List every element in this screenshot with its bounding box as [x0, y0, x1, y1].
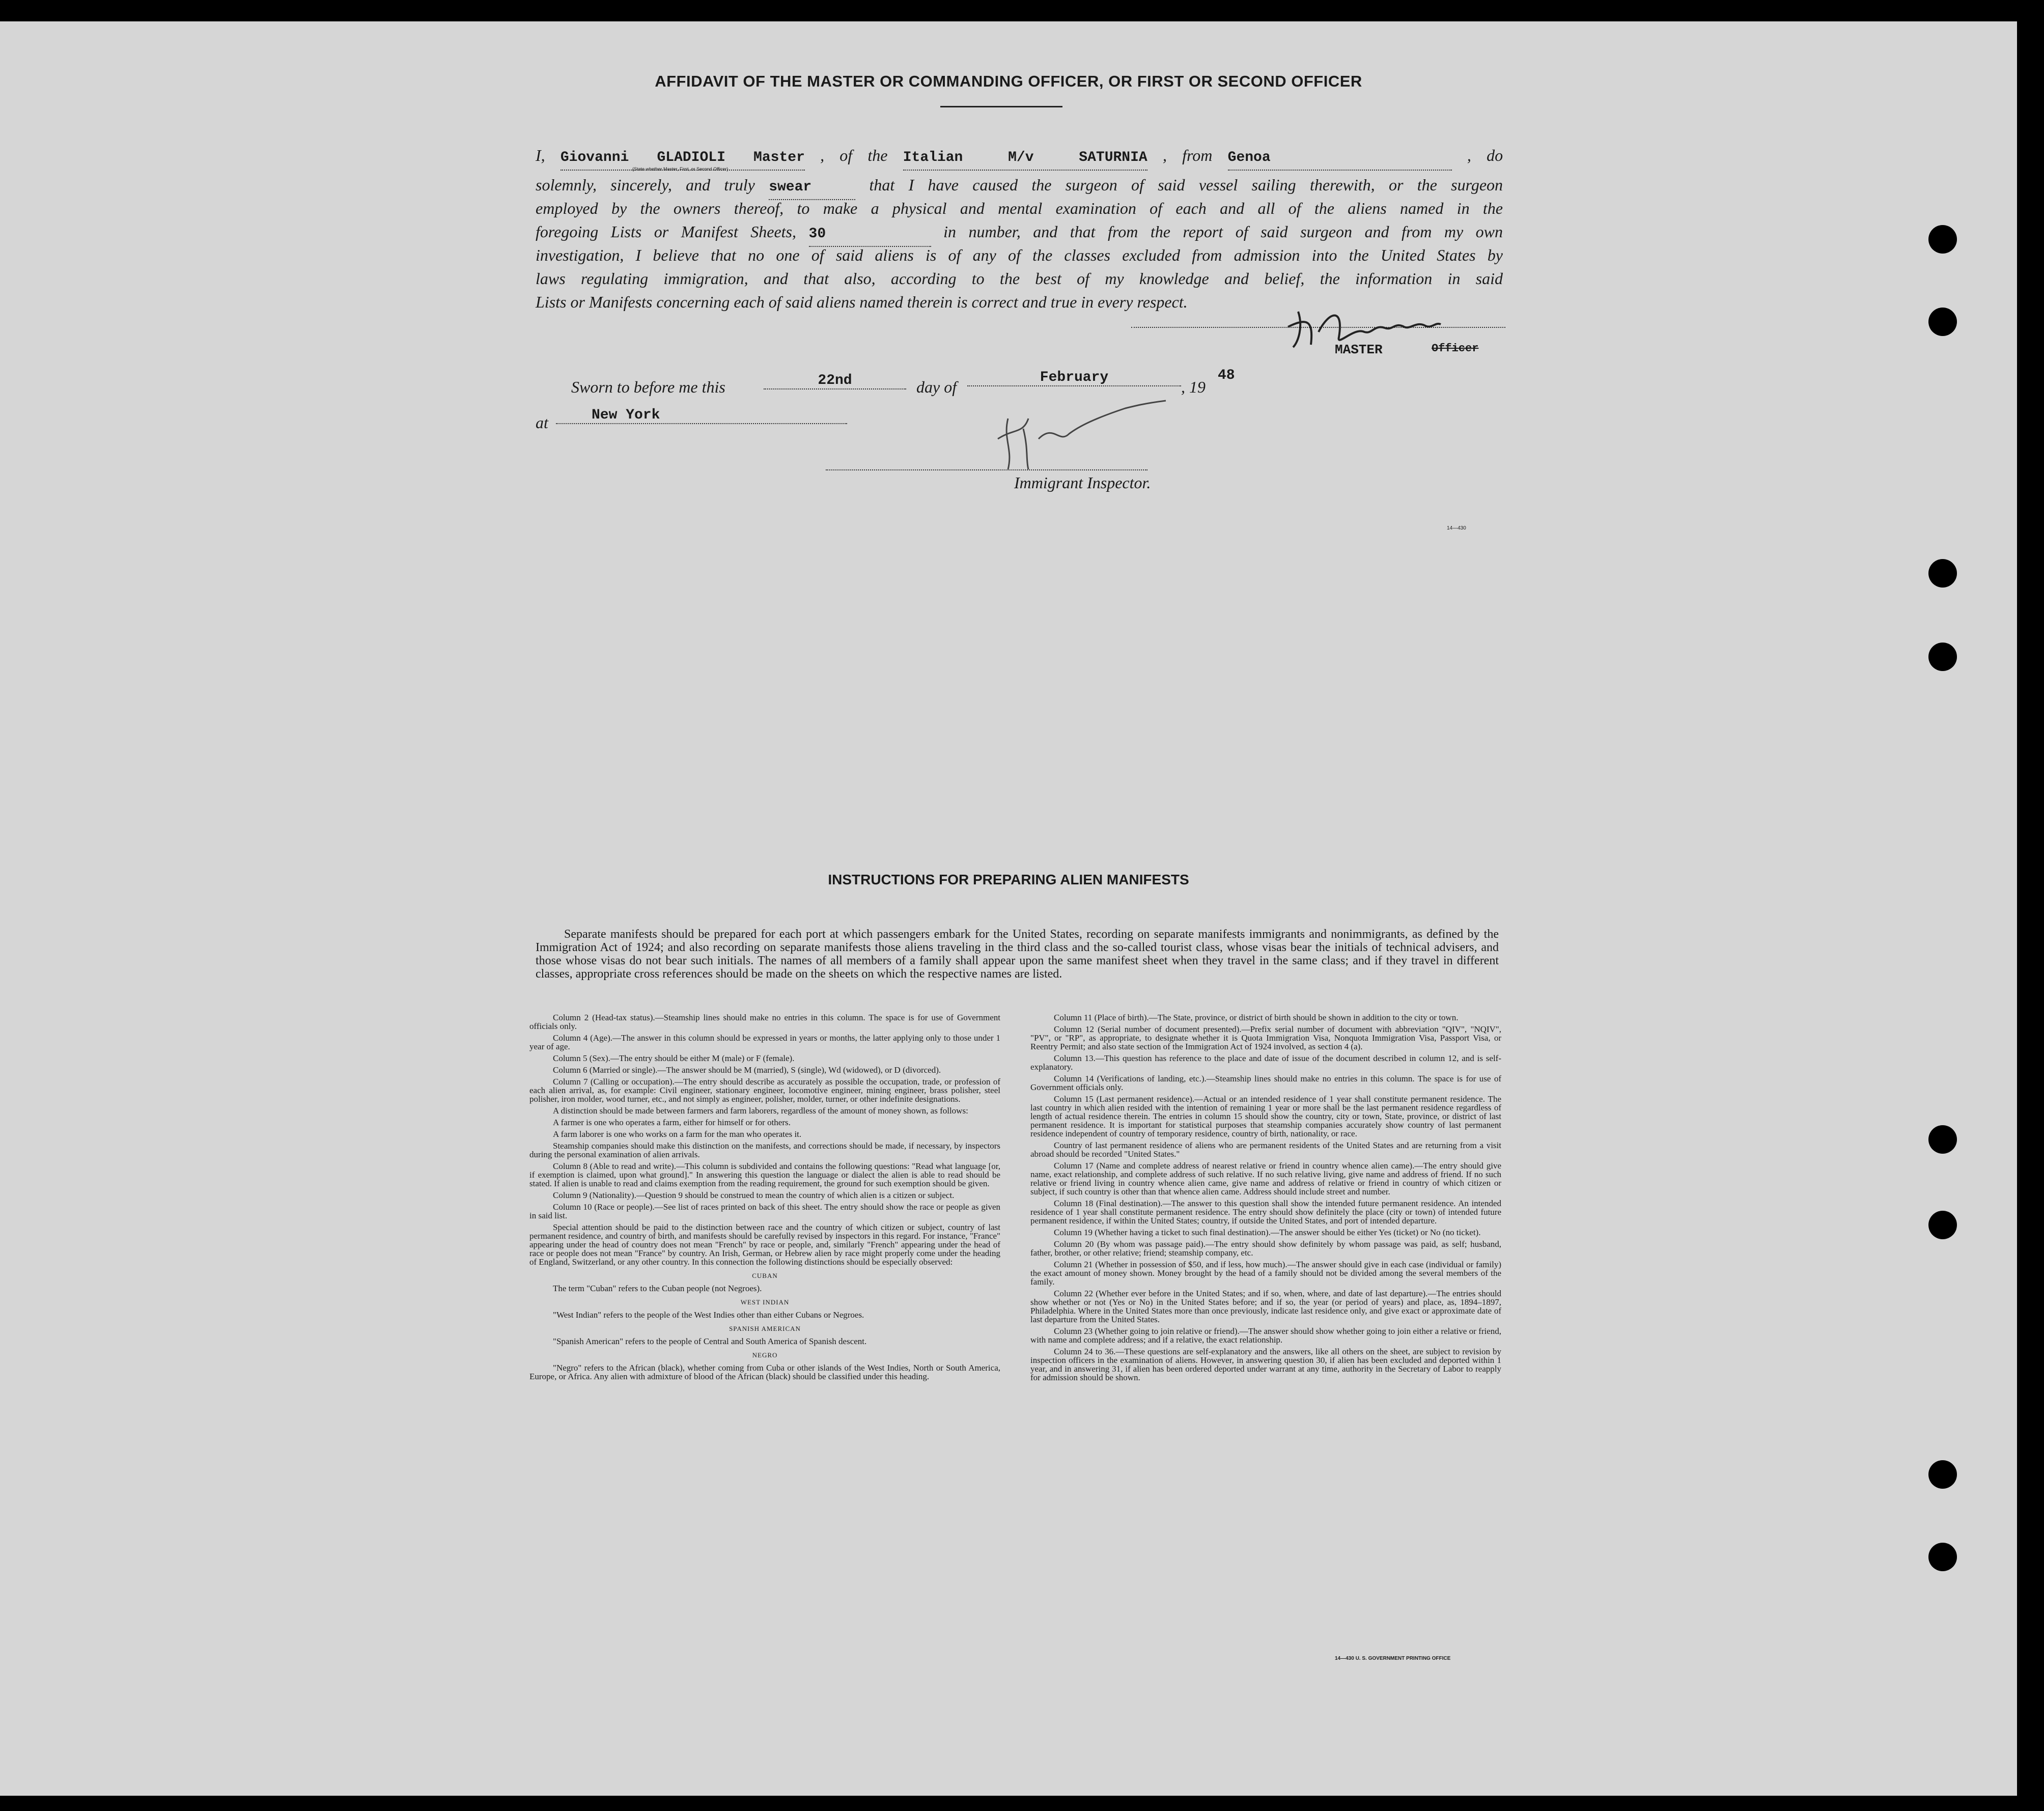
inspector-signature — [993, 398, 1176, 475]
officer-note: (State whether Master, First, or Second Officer) — [632, 166, 729, 172]
binder-hole — [1928, 1460, 1957, 1489]
at-text: at — [536, 413, 548, 432]
instructions-right-column — [1030, 1013, 1501, 1385]
negro-text: "Negro" refers to the African (black), whether coming from Cuba or other islands of the West Indies, North or South America, Europe, or Africa. Any alien with admixture of blood of the African (black) should be classified under this heading. — [529, 1363, 1000, 1381]
binder-hole — [1928, 1543, 1957, 1571]
affidavit-title: AFFIDAVIT OF THE MASTER OR COMMANDING OFFICER, OR FIRST OR SECOND OFFICER — [655, 72, 1362, 90]
instr-col8: Column 8 (Able to read and write).—This column is subdivided and contains the following questions: "Read what language [or, if exemption is claimed, upon what ground]." In answering this question the language or dialect the alien is able to read should be stated. If alien is unable to read and claims exemption from the reading requirement, the ground for such exemption should be given. — [529, 1161, 1000, 1188]
west-indian-text: "West Indian" refers to the people of the West Indies other than either Cubans or Negroes. — [553, 1310, 864, 1320]
officer-name: Giovanni GLADIOLI Master — [561, 146, 805, 171]
instr-col19: Column 19 (Whether having a ticket to such final destination).—The answer should be either Yes (ticket) or No (no ticket). — [1054, 1228, 1481, 1237]
sworn-place: New York — [556, 407, 847, 424]
sheets-count: 30 — [809, 222, 931, 247]
text-line4b: in number, and that from the report of said surgeon and from my own — [943, 222, 1503, 241]
master-title: MASTER — [1335, 342, 1383, 357]
text-from: , from — [1162, 146, 1213, 164]
inspector-label: Immigrant Inspector. — [1014, 473, 1151, 492]
vessel-name: Italian M/v SATURNIA — [903, 146, 1147, 171]
spanish-american-text: "Spanish American" refers to the people of Central and South America of Spanish descent. — [553, 1336, 867, 1346]
instr-col13: Column 13.—This question has reference to the place and date of issue of the document described in column 12, and is self-explanatory. — [1030, 1053, 1501, 1072]
instr-farmer: A farmer is one who operates a farm, either for himself or for others. — [553, 1118, 791, 1127]
cuban-text: The term "Cuban" refers to the Cuban people (not Negroes). — [553, 1284, 762, 1293]
sworn-month: February — [967, 370, 1181, 386]
instr-col15: Column 15 (Last permanent residence).—Actual or an intended residence of 1 year shall constitute permanent residence. The last country in which alien resided with the intention of remaining 1 year or more shall be the last permanent residence regardless of length of actual residence therein. The entries in column 15 should show the country, city or town, State, province, or district of last permanent residence. It is important for statistical purposes that steamship companies accurately show country of last permanent residence independent of country of temporary residence, country of birth, nationality, or race. — [1030, 1094, 1501, 1138]
affidavit-line-7: Lists or Manifests concerning each of said aliens named therein is correct and true in every respect. — [536, 293, 1188, 311]
instr-col10: Column 10 (Race or people).—See list of races printed on back of this sheet. The entry should show the race or people as given in said list. — [529, 1202, 1000, 1220]
binder-hole — [1928, 559, 1957, 588]
instructions-title: INSTRUCTIONS FOR PREPARING ALIEN MANIFESTS — [828, 872, 1189, 887]
instructions-intro: Separate manifests should be prepared for each port at which passengers embark for the United States, recording on separate manifests immigrants and nonimmigrants, as defined by the Immigration Act of 1924; and also recording on separate manifests those aliens traveling in the third class and the so-called tourist class, whose visas bear the initials of technical advisers, and those whose visas do not bear such initials. The names of all members of a family shall appear upon the same manifest sheet when they travel in the same class; and if they travel in different classes, appropriate cross references should be made on the sheets on which the respective names are listed. — [536, 928, 1499, 981]
text-i: I, — [536, 146, 545, 164]
inspector-signature-line — [826, 469, 1147, 470]
sworn-year: 48 — [1218, 368, 1235, 383]
instr-col7: Column 7 (Calling or occupation).—The entry should describe as accurately as possible the occupation, trade, or profession of each alien arrival, as, for example: Civil engineer, stationary engineer, locomotive engineer, mining engineer, brass polisher, steel polisher, iron molder, wood turner, etc., and not simply as engineer, polisher, molder, turner, or other indefinite designations. — [529, 1077, 1000, 1104]
instr-col11: Column 11 (Place of birth).—The State, province, or district of birth should be shown in addition to the city or town. — [1054, 1013, 1459, 1022]
text-of-the: , of the — [820, 146, 888, 164]
title-rule — [940, 106, 1062, 107]
spanish-american-heading: SPANISH AMERICAN — [729, 1325, 801, 1332]
document-sheet — [0, 21, 2017, 1796]
text-line2a: solemnly, sincerely, and truly — [536, 176, 755, 194]
affidavit-line-3: employed by the owners thereof, to make a physical and mental examination of each and all of the aliens named in the — [536, 199, 1503, 217]
port-name: Genoa — [1228, 146, 1452, 171]
text-line2b: that I have caused the surgeon of said vessel sailing therewith, or the surgeon — [869, 176, 1503, 194]
instr-col5: Column 5 (Sex).—The entry should be either M (male) or F (female). — [553, 1053, 795, 1063]
binder-hole — [1928, 1211, 1957, 1239]
sworn-text: Sworn to before me this — [571, 378, 725, 396]
instr-col6: Column 6 (Married or single).—The answer should be M (married), S (single), Wd (widowed), or D (divorced). — [553, 1065, 941, 1075]
instr-farm-distinction: A distinction should be made between farmers and farm laborers, regardless of the amount of money shown, as follows: — [553, 1106, 968, 1116]
binder-hole — [1928, 1125, 1957, 1154]
instr-col2: Column 2 (Head-tax status).—Steamship lines should make no entries in this column. The space is for use of Government officials only. — [529, 1013, 1000, 1031]
instr-col14: Column 14 (Verifications of landing, etc.).—Steamship lines should make no entries in this column. The space is for use of Government officials only. — [1030, 1074, 1501, 1092]
instr-col21: Column 21 (Whether in possession of $50, and if less, how much).—The answer should give in each case (individual or family) the exact amount of money shown. Money brought by the head of a family should not be divided among the several members of the family. — [1030, 1260, 1501, 1287]
instr-farm-laborer: A farm laborer is one who works on a farm for the man who operates it. — [553, 1129, 802, 1139]
instr-col18: Column 18 (Final destination).—The answer to this question shall show the intended future permanent residence. An intended residence of 1 year shall constitute permanent residence. The entry should show definitely the place (city or town) of intended future permanent residence, if within the United States; country, if outside the United States, and port of intended departure. — [1030, 1199, 1501, 1225]
instr-col23: Column 23 (Whether going to join relative or friend).—The answer should show whether going to join either a relative or friend, with name and complete address; and if a relative, the exact relationship. — [1030, 1326, 1501, 1345]
negro-heading: NEGRO — [752, 1351, 778, 1359]
binder-hole — [1928, 308, 1957, 336]
instr-col20: Column 20 (By whom was passage paid).—The entry should show definitely by whom passage was paid, as self; husband, father, brother, or other relative; friend; steamship company, etc. — [1030, 1239, 1501, 1258]
west-indian-heading: WEST INDIAN — [740, 1298, 790, 1306]
instr-col22: Column 22 (Whether ever before in the United States; and if so, when, where, and date of last departure).—The entries should show whether or not (Yes or No) in the United States before; and if so, the year (or period of years) and place, as, 1894–1897, Philadelphia. Where in the United States more than once previously, indicate last residence only, and give exact or approximate date of last departure from the United States. — [1030, 1289, 1501, 1324]
instr-special-attention: Special attention should be paid to the distinction between race and the country of which citizen or subject, country of last permanent residence, and country of birth, and manifests should be carefully revised by inspectors in this regard. For instance, "France" appearing under the head of country does not mean "French" by race or people, and, similarly "French" appearing under the head of race or people does not mean "France" by country. An Irish, German, or Hebrew alien by race might properly come under the heading of England, Switzerland, or any other country. In this connection the following distinctions should be especially observed: — [529, 1222, 1000, 1267]
instr-col24-36: Column 24 to 36.—These questions are self-explanatory and the answers, like all others on the sheet, are subject to revision by inspection officers in the examination of aliens. However, in answering question 30, if alien has been excluded and deported within 1 year, and in answering 31, if alien has been ordered deported under warrant at any time, authority in the Secretary of Labor to reapply for admission should be shown. — [1030, 1347, 1501, 1382]
instr-col9: Column 9 (Nationality).—Question 9 should be construed to mean the country of which alien is a citizen or subject. — [553, 1190, 955, 1200]
instr-col4: Column 4 (Age).—The answer in this column should be expressed in years or months, the latter applying only to those under 1 year of age. — [529, 1033, 1000, 1051]
binder-hole — [1928, 643, 1957, 671]
year-prefix: , 19 — [1181, 378, 1206, 396]
struck-officer-title: Officer — [1432, 342, 1479, 355]
sworn-day: 22nd — [764, 373, 906, 389]
instr-steamship-distinction: Steamship companies should make this distinction on the manifests, and corrections should be made, if necessary, by inspectors during the personal examination of alien arrivals. — [529, 1141, 1000, 1159]
instructions-left-column — [529, 1013, 1000, 1384]
instr-col17: Column 17 (Name and complete address of nearest relative or friend in country whence alien came).—The entry should give name, exact relationship, and complete address of such relative. If no such relative living, give name and address of friend. If no such relative or friend living in country whence alien came, give name and address of relative or friend in country of which citizen or subject, if such country is other than that whence alien came. Address should include street and number. — [1030, 1161, 1501, 1196]
affidavit-line-5: investigation, I believe that no one of said aliens is of any of the classes excluded from admission into the United States by — [536, 246, 1503, 264]
text-line4a: foregoing Lists or Manifest Sheets, — [536, 222, 797, 241]
instr-country-residence: Country of last permanent residence of aliens who are permanent residents of the United States and are returning from a visit abroad should be recorded "United States." — [1030, 1140, 1501, 1159]
day-of-text: day of — [916, 378, 957, 396]
cuban-heading: CUBAN — [752, 1272, 778, 1279]
binder-hole — [1928, 225, 1957, 254]
instr-col12: Column 12 (Serial number of document presented).—Prefix serial number of document with abbreviation "QIV", "NQIV", "PV", or "RP", as appropriate, to designate whether it is Quota Immigration Visa, Nonquota Immigration Visa, Passport Visa, or Reentry Permit; and also state section of the Immigration Act of 1924 involved, as section 4 (a). — [1030, 1024, 1501, 1051]
text-do: , do — [1467, 146, 1503, 164]
printer-line: 14—430 U. S. GOVERNMENT PRINTING OFFICE — [1335, 1656, 1451, 1661]
form-number: 14—430 — [1447, 525, 1466, 531]
oath-word: swear — [769, 176, 855, 200]
affidavit-line-6: laws regulating immigration, and that also, according to the best of my knowledge and belief, the information in said — [536, 269, 1503, 288]
